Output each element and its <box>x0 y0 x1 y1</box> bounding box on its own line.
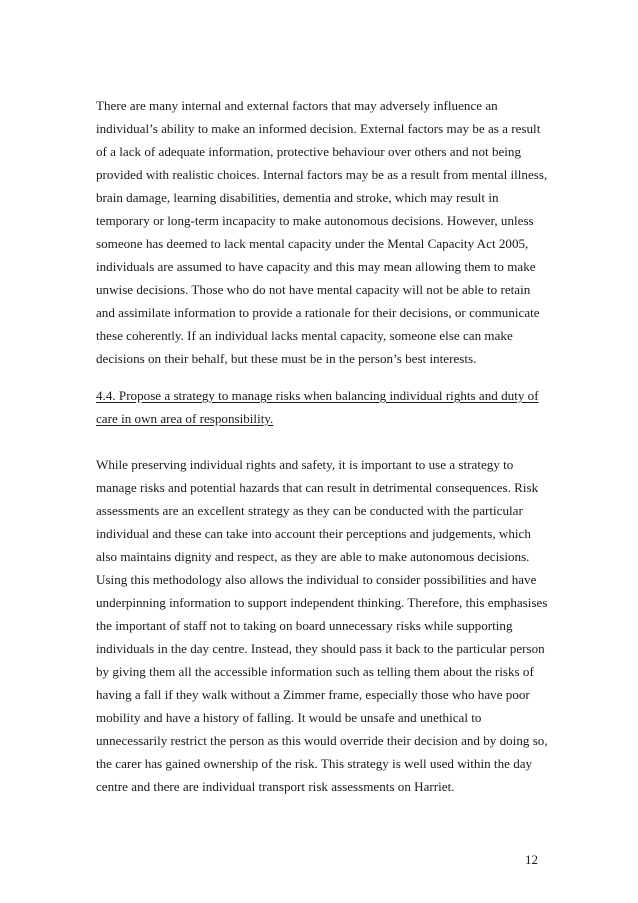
text-line: decisions on their behalf, but these must be in the person’s best interests. <box>96 351 477 366</box>
text-line: temporary or long-term incapacity to make autonomous decisions. However, unless <box>96 213 534 228</box>
text-line: individuals are assumed to have capacity and this may mean allowing them to make <box>96 259 536 274</box>
text-line: There are many internal and external factors that may adversely influence an <box>96 98 498 113</box>
text-line: individual and these can take into account their perceptions and judgements, which <box>96 526 531 541</box>
text-line: While preserving individual rights and safety, it is important to use a strategy to <box>96 457 514 472</box>
text-line: manage risks and potential hazards that can result in detrimental consequences. Risk <box>96 480 539 495</box>
text-line: these coherently. If an individual lacks mental capacity, someone else can make <box>96 328 513 343</box>
text-line: of a lack of adequate information, protective behaviour over others and not being <box>96 144 522 159</box>
text-line: brain damage, learning disabilities, dementia and stroke, which may result in <box>96 190 499 205</box>
page-number: 12 <box>525 852 538 867</box>
text-line: individuals in the day centre. Instead, they should pass it back to the particular person <box>96 641 545 656</box>
text-line: the carer has gained ownership of the risk. This strategy is well used within the day <box>96 756 533 771</box>
text-line: having a fall if they walk without a Zimmer frame, especially those who have poor <box>96 687 530 702</box>
text-line: mobility and have a history of falling. It would be unsafe and unethical to <box>96 710 482 725</box>
text-line: centre and there are individual transport risk assessments on Harriet. <box>96 779 455 794</box>
text-line: by giving them all the accessible information such as telling them about the risks of <box>96 664 534 679</box>
text-line: provided with realistic choices. Internal factors may be as a result from mental illness, <box>96 167 548 182</box>
text-line: someone has deemed to lack mental capacity under the Mental Capacity Act 2005, <box>96 236 529 251</box>
text-line: and assimilate information to provide a rationale for their decisions, or communicate <box>96 305 540 320</box>
text-line: unwise decisions. Those who do not have mental capacity will not be able to retain <box>96 282 531 297</box>
heading-line: 4.4. Propose a strategy to manage risks when balancing individual rights and duty of <box>96 388 539 403</box>
heading-line: care in own area of responsibility. <box>96 411 274 426</box>
text-line: the important of staff not to taking on board unnecessary risks while supporting <box>96 618 513 633</box>
text-line: Using this methodology also allows the individual to consider possibilities and have <box>96 572 537 587</box>
text-line: assessments are an excellent strategy as they can be conducted with the particular <box>96 503 523 518</box>
text-line: individual’s ability to make an informed decision. External factors may be as a result <box>96 121 541 136</box>
text-line: unnecessarily restrict the person as this would override their decision and by doing so, <box>96 733 548 748</box>
text-line: underpinning information to support independent thinking. Therefore, this emphasises <box>96 595 548 610</box>
text-line: also maintains dignity and respect, as they are able to make autonomous decisions. <box>96 549 530 564</box>
